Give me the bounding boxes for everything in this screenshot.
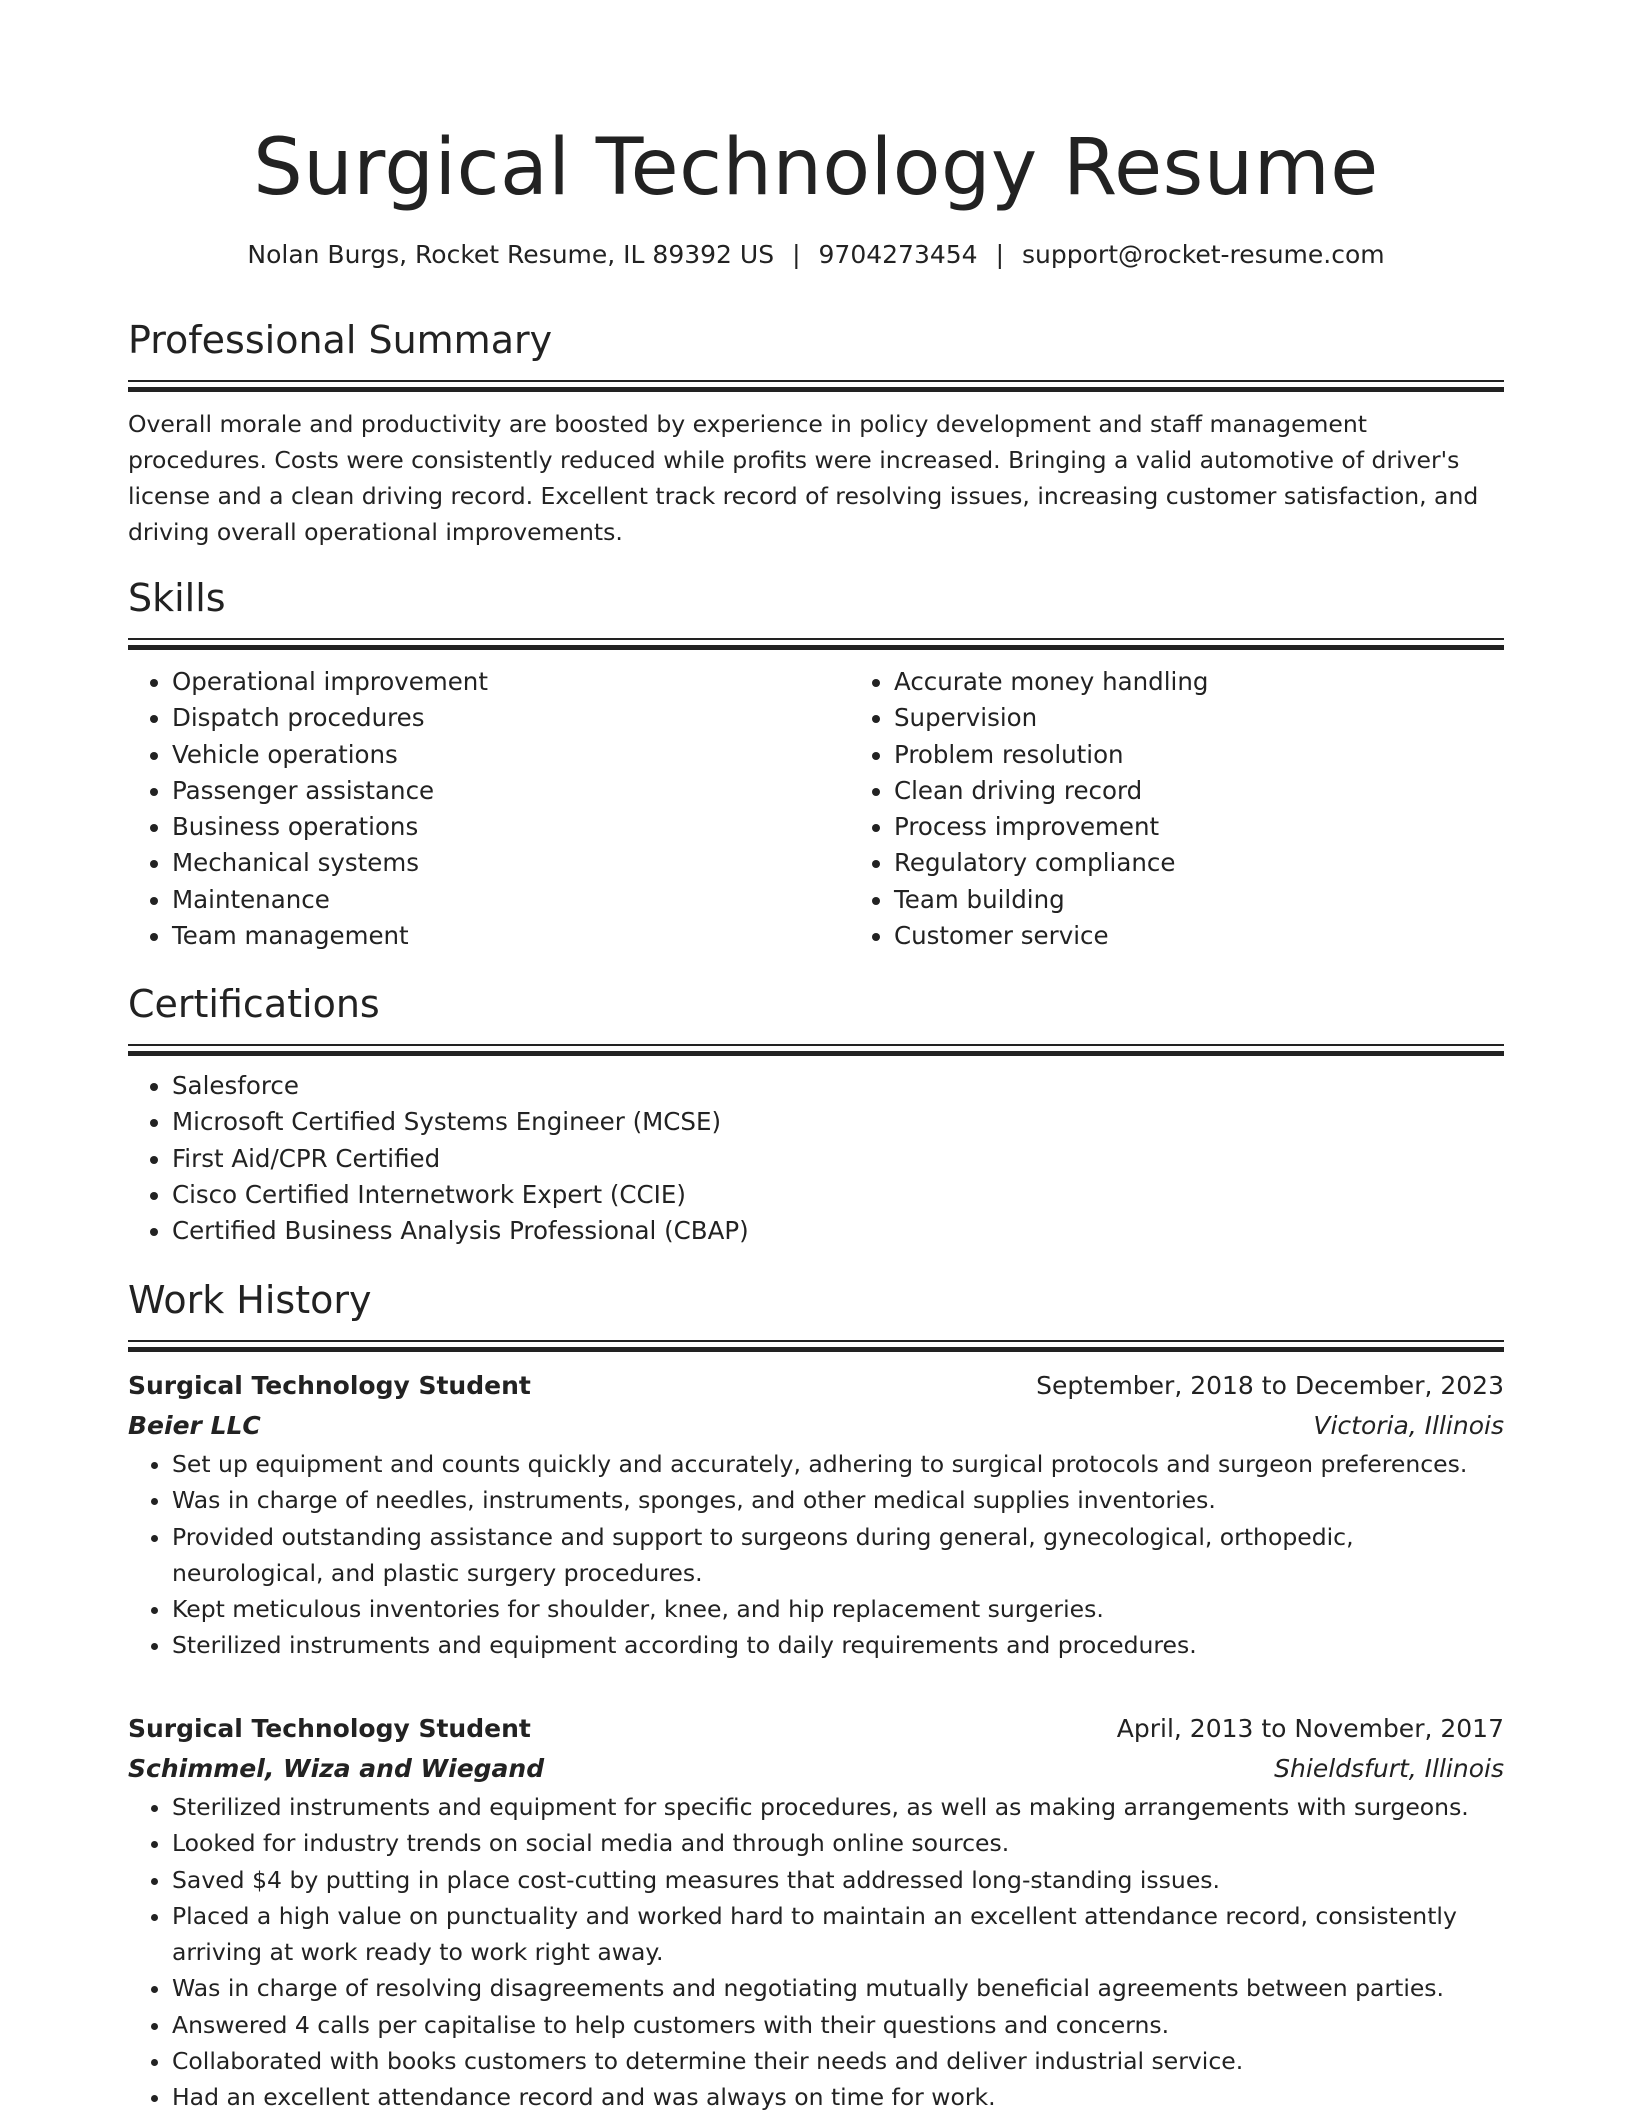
job-title: Surgical Technology Student: [128, 1714, 531, 1743]
certifications-section: [128, 980, 1504, 1249]
list-item: • Clean driving record: [894, 773, 1504, 809]
certifications-list: [128, 1068, 1504, 1249]
skills-section: [128, 574, 1504, 954]
list-item: • Had an excellent attendance record and was always on time for work.: [172, 2079, 1504, 2115]
list-item: • Placed a high value on punctuality and worked hard to maintain an excellent attendance record, consistently arriving at work ready to work right away.: [172, 1898, 1504, 1971]
list-item: • Customer service: [894, 918, 1504, 954]
list-item: • Sterilized instruments and equipment for specific procedures, as well as making arrangements with surgeons.: [172, 1789, 1504, 1825]
list-item: • Kept meticulous inventories for shoulder, knee, and hip replacement surgeries.: [172, 1591, 1504, 1627]
job-subheader: [128, 1749, 1504, 1789]
list-item: • Process improvement: [894, 809, 1504, 845]
job-dates: September, 2018 to December, 2023: [1036, 1371, 1504, 1400]
section-heading-summary: Professional Summary: [128, 318, 553, 362]
summary-text: Overall morale and productivity are boosted by experience in policy development and staff management procedures. Costs were consistently reduced while profits were increased. Bringing a valid automotive of driver's license and a clean driving record. Excellent track record of resolving issues, increasing customer satisfaction, and driving overall operational improvements.: [128, 410, 1479, 546]
list-item: • Dispatch procedures: [172, 700, 850, 736]
contact-phone: 9704273454: [818, 240, 978, 269]
list-item: • Operational improvement: [172, 664, 850, 700]
list-item: • Was in charge of resolving disagreements and negotiating mutually beneficial agreements between parties.: [172, 1970, 1504, 2006]
job-location: Victoria, Illinois: [1313, 1411, 1504, 1440]
list-item: • Provided outstanding assistance and support to surgeons during general, gynecological, orthopedic, neurological, and plastic surgery procedures.: [172, 1519, 1504, 1592]
list-item: • First Aid/CPR Certified: [172, 1141, 1504, 1177]
job-header: [128, 1366, 1504, 1406]
skills-list-left: [128, 664, 850, 954]
list-item: • Team building: [894, 882, 1504, 918]
list-item: • Passenger assistance: [172, 773, 850, 809]
job-title: Surgical Technology Student: [128, 1371, 531, 1400]
skills-grid: [128, 664, 1504, 954]
summary-section: [128, 316, 1504, 550]
job-entry: [128, 1709, 1504, 2116]
contact-line: [128, 238, 1504, 272]
job-company: Schimmel, Wiza and Wiegand: [128, 1754, 545, 1783]
list-item: • Answered 4 calls per capitalise to help customers with their questions and concerns.: [172, 2007, 1504, 2043]
list-item: • Problem resolution: [894, 737, 1504, 773]
list-item: • Salesforce: [172, 1068, 1504, 1104]
resume-page: [128, 0, 1504, 2112]
list-item: • Maintenance: [172, 882, 850, 918]
resume-title: Surgical Technology Resume: [253, 123, 1379, 213]
list-item: • Cisco Certified Internetwork Expert (CCIE): [172, 1177, 1504, 1213]
job-bullets: [128, 1446, 1504, 1664]
list-item: • Microsoft Certified Systems Engineer (MCSE): [172, 1104, 1504, 1140]
section-heading-certifications: Certifications: [128, 982, 380, 1026]
job-dates: April, 2013 to November, 2017: [1116, 1714, 1504, 1743]
list-item: • Saved $4 by putting in place cost-cutting measures that addressed long-standing issues.: [172, 1862, 1504, 1898]
contact-email: support@rocket-resume.com: [1022, 240, 1385, 269]
section-divider: [128, 1340, 1504, 1352]
list-item: • Mechanical systems: [172, 845, 850, 881]
job-entry: [128, 1366, 1504, 1664]
list-item: • Accurate money handling: [894, 664, 1504, 700]
skills-list-right: [850, 664, 1504, 954]
list-item: • Certified Business Analysis Professional (CBAP): [172, 1213, 1504, 1249]
contact-separator: |: [995, 240, 1005, 269]
job-subheader: [128, 1406, 1504, 1446]
section-divider: [128, 380, 1504, 392]
list-item: • Set up equipment and counts quickly and accurately, adhering to surgical protocols and surgeon preferences.: [172, 1446, 1504, 1482]
list-item: • Collaborated with books customers to determine their needs and deliver industrial service.: [172, 2043, 1504, 2079]
job-company: Beier LLC: [128, 1411, 261, 1440]
list-item: • Supervision: [894, 700, 1504, 736]
section-divider: [128, 638, 1504, 650]
section-heading-work-history: Work History: [128, 1278, 372, 1322]
job-bullets: [128, 1789, 1504, 2116]
contact-address: Nolan Burgs, Rocket Resume, IL 89392 US: [247, 240, 775, 269]
job-location: Shieldsfurt, Illinois: [1274, 1754, 1504, 1783]
list-item: • Regulatory compliance: [894, 845, 1504, 881]
job-header: [128, 1709, 1504, 1749]
contact-separator: |: [792, 240, 801, 269]
list-item: • Business operations: [172, 809, 850, 845]
work-history-section: [128, 1276, 1504, 1352]
list-item: • Looked for industry trends on social media and through online sources.: [172, 1825, 1504, 1861]
section-divider: [128, 1044, 1504, 1056]
list-item: • Vehicle operations: [172, 737, 850, 773]
list-item: • Sterilized instruments and equipment according to daily requirements and procedures.: [172, 1627, 1504, 1663]
section-heading-skills: Skills: [128, 576, 226, 620]
list-item: • Was in charge of needles, instruments, sponges, and other medical supplies inventories.: [172, 1482, 1504, 1518]
list-item: • Team management: [172, 918, 850, 954]
